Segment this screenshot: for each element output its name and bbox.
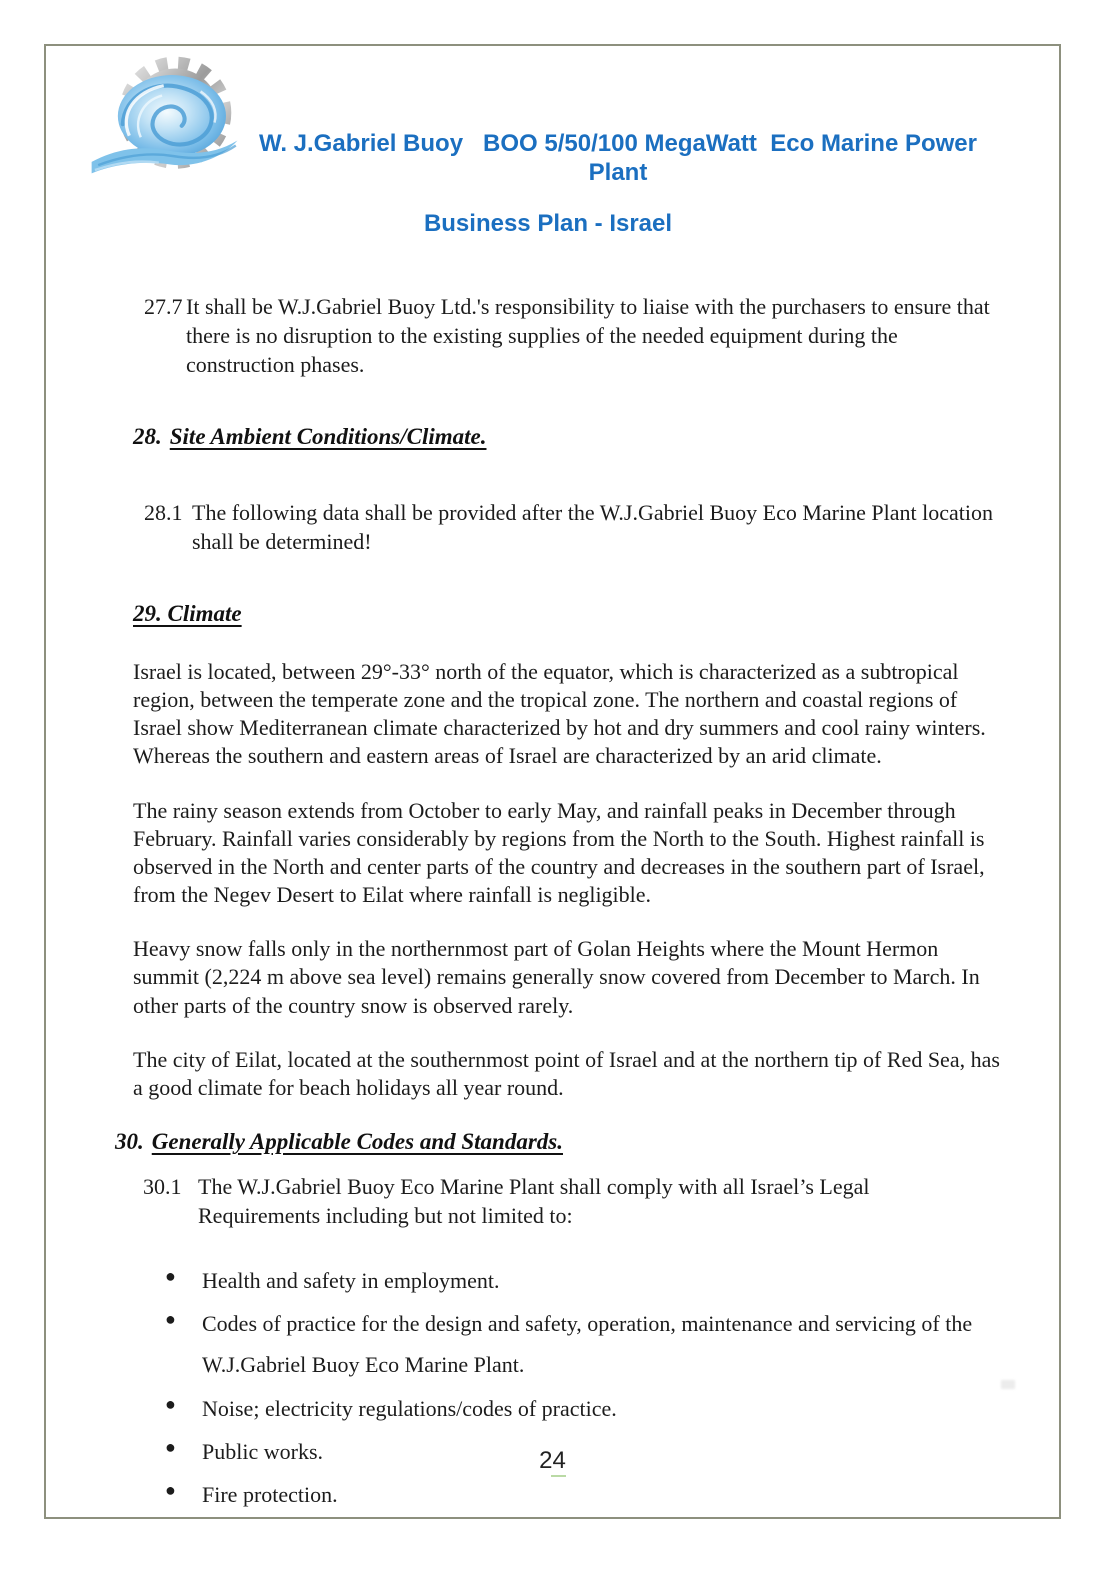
paragraph-israel-location: Israel is located, between 29°-33° north of the equator, which is characterized as a subtropical region, between the temperate zone and the tropical zone. The northern and coastal regions of Israel show Mediterranean climate characterized by hot and dry summers and cool rainy winters. Whereas the southern and eastern areas of Israel are characterized by an arid climate. [133, 658, 986, 769]
list-item [165, 1388, 1001, 1429]
bullet-icon: ● [165, 1437, 176, 1458]
paragraph-heavy-snow: Heavy snow falls only in the northernmost part of Golan Heights where the Mount Hermon summit (2,224 m above sea level) remains generally snow covered from December to March. In other parts of the country snow is observed rarely. [133, 936, 980, 1018]
section-heading-28 [133, 423, 1001, 451]
list-item-text: Public works. [202, 1439, 323, 1465]
clause-30-1 [143, 1172, 958, 1230]
section-title: Site Ambient Conditions/Climate. [169, 423, 487, 449]
clause-text: The following data shall be provided after the W.J.Gabriel Buoy Eco Marine Plant location shall be determined! [192, 500, 993, 555]
bullet-icon: ● [165, 1265, 176, 1286]
list-item-text: Health and safety in employment. [202, 1267, 500, 1293]
bullet-icon: ● [165, 1480, 176, 1501]
document-title-line1: W. J.Gabriel Buoy BOO 5/50/100 MegaWatt Eco Marine Power Plant [259, 130, 984, 186]
clause-number: 28.1 [144, 500, 183, 526]
clause-text: The W.J.Gabriel Buoy Eco Marine Plant shall comply with all Israel’s Legal Requirements including but not limited to: [198, 1173, 870, 1228]
list-item-text: Noise; electricity regulations/codes of practice. [202, 1395, 617, 1421]
bullet-icon: ● [165, 1393, 176, 1414]
clause-27-7 [144, 292, 1001, 379]
clause-text: It shall be W.J.Gabriel Buoy Ltd.'s responsibility to liaise with the purchasers to ensure that there is no disruption to the existing supplies of the needed equipment during the construction phases. [186, 293, 990, 377]
page-number: 24 [539, 1447, 566, 1474]
list-item [165, 1303, 1001, 1386]
section-number: 28. [133, 423, 162, 449]
paragraph-eilat: The city of Eilat, located at the southernmost point of Israel and at the northern tip of Red Sea, has a good climate for beach holidays all year round. [133, 1046, 1000, 1100]
document-title-line2: Business Plan - Israel [423, 209, 673, 237]
clause-28-1 [144, 498, 1001, 556]
document-page [44, 44, 1061, 1519]
bullet-icon: ● [165, 1308, 176, 1329]
section-title: 29. Climate [133, 601, 242, 627]
clause-number: 30.1 [143, 1173, 182, 1199]
spellcheck-underline-mark [551, 1475, 566, 1477]
list-item-text: Fire protection. [202, 1482, 338, 1508]
section-title: Generally Applicable Codes and Standards. [151, 1128, 563, 1154]
section-heading-30 [115, 1128, 1001, 1156]
paragraph-rainy-season: The rainy season extends from October to early May, and rainfall peaks in December through February. Rainfall varies considerably by regions from the North to the South. Highest rainfall is observed in the North and center parts of the country and decreases in the southern part of Israel, from the Negev Desert to Eilat where rainfall is negligible. [133, 797, 985, 908]
list-item [165, 1260, 1001, 1301]
list-item-text: Codes of practice for the design and safety, operation, maintenance and servicing of the W.J.Gabriel Buoy Eco Marine Plant. [202, 1310, 973, 1378]
section-number: 30. [115, 1128, 144, 1154]
scan-artifact [1001, 1380, 1015, 1389]
section-heading-29 [133, 600, 1001, 628]
list-item [165, 1474, 1001, 1515]
requirements-list [133, 1260, 1001, 1516]
clause-number: 27.7 [144, 293, 183, 319]
